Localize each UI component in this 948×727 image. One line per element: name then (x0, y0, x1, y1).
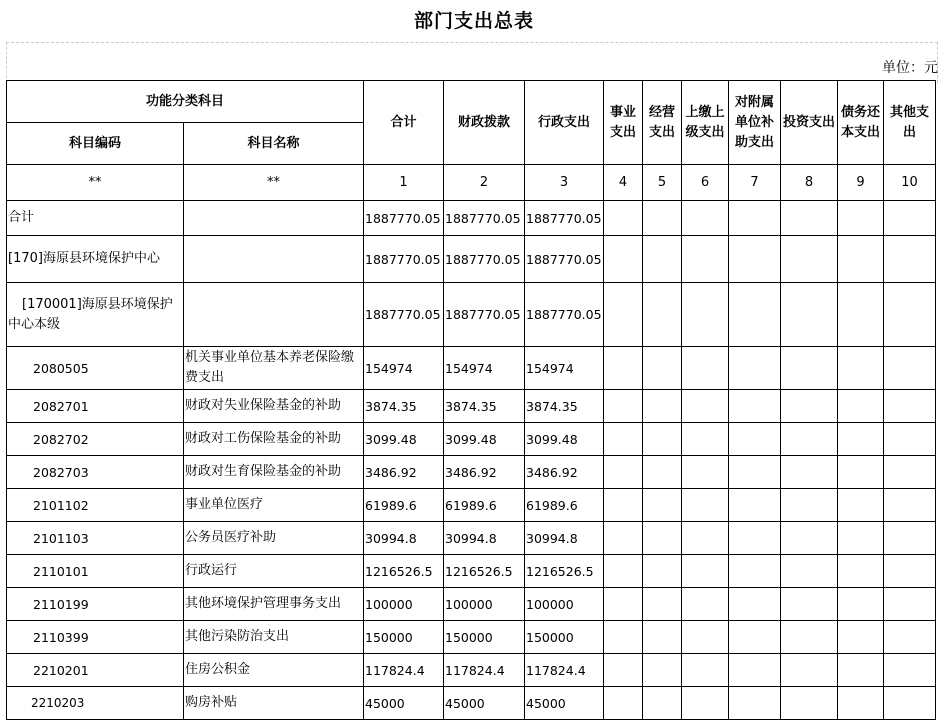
row-code: 2210203 (7, 687, 184, 720)
row-total: 150000 (364, 621, 444, 654)
row-total: 1887770.05 (364, 236, 444, 283)
row-total: 30994.8 (364, 522, 444, 555)
row-code: 2210201 (7, 654, 184, 687)
row-code: 2101103 (7, 522, 184, 555)
index-cell: 10 (884, 165, 936, 201)
row-name: 购房补贴 (184, 687, 364, 720)
table-row (7, 687, 936, 720)
row-code: [170]海原县环境保护中心 (7, 236, 184, 283)
star-name: ** (184, 165, 364, 201)
index-cell: 5 (643, 165, 682, 201)
table-row (7, 201, 936, 236)
row-code: 2082703 (7, 456, 184, 489)
row-fiscal: 154974 (444, 347, 525, 390)
row-name: 财政对工伤保险基金的补助 (184, 423, 364, 456)
header-name: 科目名称 (184, 123, 364, 165)
row-total: 154974 (364, 347, 444, 390)
row-total: 45000 (364, 687, 444, 720)
header-group: 功能分类科目 (7, 81, 364, 123)
index-cell: 6 (682, 165, 729, 201)
row-fiscal: 100000 (444, 588, 525, 621)
row-code: [170001]海原县环境保护中心本级 (7, 283, 184, 347)
row-admin: 45000 (525, 687, 604, 720)
row-name (184, 201, 364, 236)
row-fiscal: 1887770.05 (444, 201, 525, 236)
row-admin: 1887770.05 (525, 283, 604, 347)
row-name (184, 236, 364, 283)
row-admin: 100000 (525, 588, 604, 621)
header-col-10: 其他支出 (884, 81, 936, 165)
table-row (7, 489, 936, 522)
table-row (7, 621, 936, 654)
row-name: 财政对失业保险基金的补助 (184, 390, 364, 423)
row-fiscal: 61989.6 (444, 489, 525, 522)
row-fiscal: 30994.8 (444, 522, 525, 555)
row-code: 2082701 (7, 390, 184, 423)
row-fiscal: 1887770.05 (444, 283, 525, 347)
row-admin: 1887770.05 (525, 236, 604, 283)
table-row (7, 423, 936, 456)
row-admin: 3486.92 (525, 456, 604, 489)
table-row (7, 390, 936, 423)
header-col-6: 上缴上级支出 (682, 81, 729, 165)
row-fiscal: 3099.48 (444, 423, 525, 456)
table-row (7, 588, 936, 621)
row-code: 2101102 (7, 489, 184, 522)
header-col-4: 事业支出 (604, 81, 643, 165)
header-col-9: 债务还本支出 (838, 81, 884, 165)
header-col-1: 合计 (364, 81, 444, 165)
row-total: 1216526.5 (364, 555, 444, 588)
row-admin: 154974 (525, 347, 604, 390)
row-admin: 117824.4 (525, 654, 604, 687)
table-row (7, 283, 936, 347)
index-cell: 3 (525, 165, 604, 201)
header-col-8: 投资支出 (781, 81, 838, 165)
row-total: 1887770.05 (364, 283, 444, 347)
row-name: 财政对生育保险基金的补助 (184, 456, 364, 489)
row-total: 117824.4 (364, 654, 444, 687)
expenditure-table (6, 80, 936, 720)
header-col-2: 财政拨款 (444, 81, 525, 165)
table-row (7, 456, 936, 489)
row-code: 2082702 (7, 423, 184, 456)
row-fiscal: 1216526.5 (444, 555, 525, 588)
row-name (184, 283, 364, 347)
index-cell: 7 (729, 165, 781, 201)
row-admin: 1216526.5 (525, 555, 604, 588)
row-total: 61989.6 (364, 489, 444, 522)
sheet-frame (6, 42, 938, 83)
row-fiscal: 3874.35 (444, 390, 525, 423)
row-admin: 30994.8 (525, 522, 604, 555)
row-fiscal: 45000 (444, 687, 525, 720)
row-total: 3874.35 (364, 390, 444, 423)
row-fiscal: 150000 (444, 621, 525, 654)
header-code: 科目编码 (7, 123, 184, 165)
index-cell: 4 (604, 165, 643, 201)
row-name: 住房公积金 (184, 654, 364, 687)
row-code: 2110101 (7, 555, 184, 588)
row-total: 3099.48 (364, 423, 444, 456)
table-row (7, 654, 936, 687)
row-name: 行政运行 (184, 555, 364, 588)
row-total: 3486.92 (364, 456, 444, 489)
row-total: 1887770.05 (364, 201, 444, 236)
table-row (7, 347, 936, 390)
header-col-5: 经营支出 (643, 81, 682, 165)
row-name: 机关事业单位基本养老保险缴费支出 (184, 347, 364, 390)
index-cell: 8 (781, 165, 838, 201)
table-row (7, 555, 936, 588)
row-admin: 1887770.05 (525, 201, 604, 236)
row-code: 合计 (7, 201, 184, 236)
row-name: 其他污染防治支出 (184, 621, 364, 654)
index-cell: 9 (838, 165, 884, 201)
row-name: 其他环境保护管理事务支出 (184, 588, 364, 621)
star-code: ** (7, 165, 184, 201)
row-code: 2080505 (7, 347, 184, 390)
table-row (7, 236, 936, 283)
row-admin: 61989.6 (525, 489, 604, 522)
row-total: 100000 (364, 588, 444, 621)
row-admin: 3099.48 (525, 423, 604, 456)
row-name: 事业单位医疗 (184, 489, 364, 522)
table-row (7, 522, 936, 555)
row-code: 2110399 (7, 621, 184, 654)
row-code: 2110199 (7, 588, 184, 621)
row-fiscal: 117824.4 (444, 654, 525, 687)
header-col-7: 对附属单位补助支出 (729, 81, 781, 165)
row-fiscal: 1887770.05 (444, 236, 525, 283)
row-admin: 150000 (525, 621, 604, 654)
index-cell: 2 (444, 165, 525, 201)
unit-label: 单位：元 (882, 60, 938, 76)
row-admin: 3874.35 (525, 390, 604, 423)
page-title: 部门支出总表 (413, 10, 534, 32)
row-fiscal: 3486.92 (444, 456, 525, 489)
header-col-3: 行政支出 (525, 81, 604, 165)
index-cell: 1 (364, 165, 444, 201)
row-name: 公务员医疗补助 (184, 522, 364, 555)
